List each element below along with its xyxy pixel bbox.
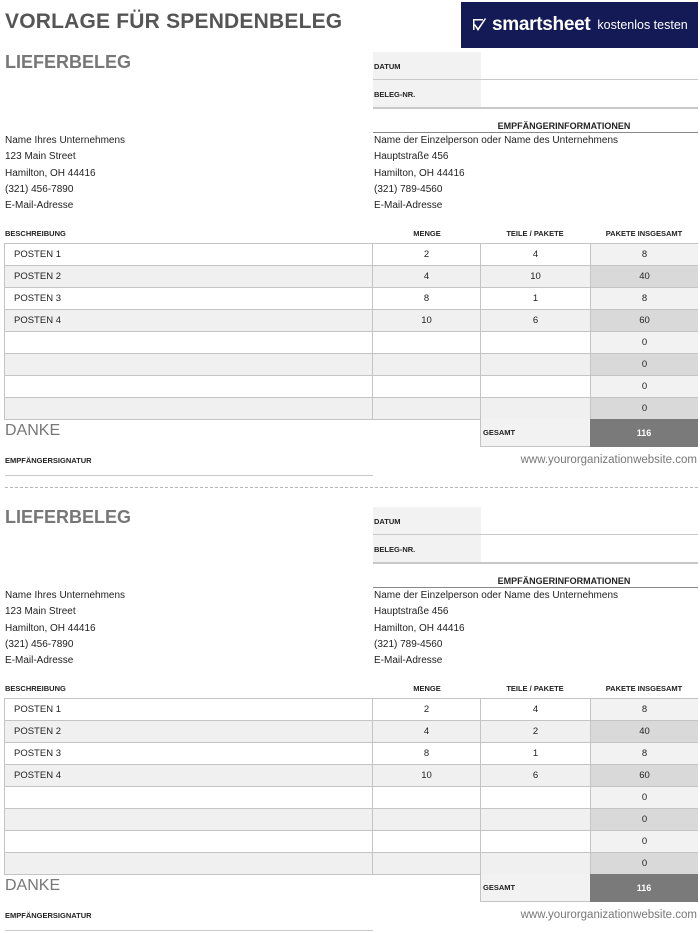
column-header-quantity: MENGE xyxy=(413,684,441,693)
table-row xyxy=(4,721,698,743)
divider-line xyxy=(373,562,698,564)
receipt-number-row xyxy=(373,535,698,563)
column-header-parts: TEILE / PAKETE xyxy=(506,684,564,693)
banner-cta[interactable]: kostenlos testen xyxy=(597,18,688,32)
receipt-number-label: BELEG-NR. xyxy=(373,80,481,108)
cell-description[interactable] xyxy=(5,376,373,397)
cell-quantity[interactable] xyxy=(373,853,481,874)
cell-quantity[interactable]: 10 xyxy=(373,765,481,786)
receipt-separator xyxy=(5,487,698,488)
recipient-info-heading: EMPFÄNGERINFORMATIONEN xyxy=(497,121,631,131)
sender-email: E-Mail-Adresse xyxy=(5,200,74,212)
table-row xyxy=(4,332,698,354)
cell-parts[interactable] xyxy=(481,354,591,375)
cell-description[interactable] xyxy=(5,398,373,419)
website-link[interactable]: www.yourorganizationwebsite.com xyxy=(520,909,697,921)
page-title: VORLAGE FÜR SPENDENBELEG xyxy=(5,10,343,33)
cell-parts[interactable] xyxy=(481,332,591,353)
items-table xyxy=(4,243,698,420)
date-field[interactable] xyxy=(481,507,698,535)
cell-quantity[interactable]: 2 xyxy=(373,244,481,265)
receipt-1 xyxy=(0,52,700,512)
receipt-title: LIEFERBELEG xyxy=(5,52,132,72)
cell-description[interactable]: POSTEN 4 xyxy=(5,310,373,331)
cell-quantity[interactable] xyxy=(373,332,481,353)
table-row xyxy=(4,288,698,310)
column-header-parts: TEILE / PAKETE xyxy=(506,229,564,238)
cell-description[interactable]: POSTEN 3 xyxy=(5,288,373,309)
sender-street: 123 Main Street xyxy=(5,606,76,618)
cell-total-packages: 8 xyxy=(591,244,698,265)
cell-total-packages: 60 xyxy=(591,310,698,331)
recipient-street: Hauptstraße 456 xyxy=(374,606,449,618)
cell-total-packages: 8 xyxy=(591,288,698,309)
smartsheet-banner[interactable] xyxy=(461,2,698,48)
cell-description[interactable]: POSTEN 2 xyxy=(5,721,373,742)
cell-quantity[interactable]: 4 xyxy=(373,721,481,742)
date-row xyxy=(373,507,698,535)
cell-parts[interactable]: 10 xyxy=(481,266,591,287)
table-row xyxy=(4,398,698,420)
table-row xyxy=(4,831,698,853)
receipt-title: LIEFERBELEG xyxy=(5,507,132,527)
cell-quantity[interactable]: 2 xyxy=(373,699,481,720)
cell-parts[interactable] xyxy=(481,809,591,830)
sender-city: Hamilton, OH 44416 xyxy=(5,167,96,179)
table-row xyxy=(4,376,698,398)
receipt-number-field[interactable] xyxy=(481,80,698,108)
table-row xyxy=(4,809,698,831)
table-row xyxy=(4,765,698,787)
cell-quantity[interactable] xyxy=(373,809,481,830)
cell-parts[interactable]: 4 xyxy=(481,244,591,265)
cell-parts[interactable]: 1 xyxy=(481,288,591,309)
thanks-text: DANKE xyxy=(5,877,61,894)
sender-info xyxy=(5,588,125,669)
sender-phone: (321) 456-7890 xyxy=(5,638,74,650)
cell-description[interactable]: POSTEN 4 xyxy=(5,765,373,786)
receipt-number-field[interactable] xyxy=(481,535,698,563)
cell-description[interactable]: POSTEN 2 xyxy=(5,266,373,287)
cell-parts[interactable]: 2 xyxy=(481,721,591,742)
cell-total-packages: 8 xyxy=(591,743,698,764)
cell-parts[interactable] xyxy=(481,831,591,852)
recipient-street: Hauptstraße 456 xyxy=(374,151,449,163)
total-label: GESAMT xyxy=(480,419,590,447)
sender-city: Hamilton, OH 44416 xyxy=(5,622,96,634)
cell-parts[interactable] xyxy=(481,376,591,397)
cell-total-packages: 0 xyxy=(591,787,698,808)
date-label: DATUM xyxy=(373,52,481,80)
thanks-text: DANKE xyxy=(5,422,61,439)
cell-parts[interactable]: 4 xyxy=(481,699,591,720)
cell-quantity[interactable]: 4 xyxy=(373,266,481,287)
smartsheet-logo-icon xyxy=(471,17,487,33)
table-row xyxy=(4,310,698,332)
table-row xyxy=(4,787,698,809)
cell-quantity[interactable] xyxy=(373,787,481,808)
signature-label: EMPFÄNGERSIGNATUR xyxy=(5,456,92,465)
cell-total-packages: 40 xyxy=(591,721,698,742)
date-label: DATUM xyxy=(373,507,481,535)
cell-parts[interactable]: 1 xyxy=(481,743,591,764)
recipient-name: Name der Einzelperson oder Name des Unternehmens xyxy=(374,590,619,601)
cell-total-packages: 0 xyxy=(591,332,698,353)
cell-total-packages: 0 xyxy=(591,398,698,419)
recipient-city: Hamilton, OH 44416 xyxy=(374,167,465,179)
table-row xyxy=(4,354,698,376)
items-table xyxy=(4,698,698,875)
table-row xyxy=(4,743,698,765)
cell-description[interactable] xyxy=(5,831,373,852)
recipient-phone: (321) 789-4560 xyxy=(374,638,443,650)
table-row xyxy=(4,244,698,266)
table-row xyxy=(4,266,698,288)
recipient-name: Name der Einzelperson oder Name des Unternehmens xyxy=(374,135,619,146)
recipient-info-heading: EMPFÄNGERINFORMATIONEN xyxy=(497,576,631,586)
cell-parts[interactable]: 6 xyxy=(481,310,591,331)
column-header-total-packages: PAKETE INSGESAMT xyxy=(605,229,683,238)
receipt-2 xyxy=(0,507,700,933)
signature-line[interactable] xyxy=(5,475,373,476)
cell-total-packages: 0 xyxy=(591,809,698,830)
sender-email: E-Mail-Adresse xyxy=(5,655,74,667)
cell-total-packages: 8 xyxy=(591,699,698,720)
sender-phone: (321) 456-7890 xyxy=(5,183,74,195)
signature-line[interactable] xyxy=(5,930,373,931)
cell-total-packages: 40 xyxy=(591,266,698,287)
column-header-description: BESCHREIBUNG xyxy=(5,229,66,238)
table-row xyxy=(4,853,698,875)
cell-quantity[interactable] xyxy=(373,398,481,419)
cell-parts[interactable]: 6 xyxy=(481,765,591,786)
receipt-number-label: BELEG-NR. xyxy=(373,535,481,563)
cell-parts[interactable] xyxy=(481,398,591,419)
cell-parts[interactable] xyxy=(481,787,591,808)
recipient-info xyxy=(374,133,618,214)
sender-name: Name Ihres Unternehmens xyxy=(5,135,126,146)
sender-street: 123 Main Street xyxy=(5,151,76,163)
cell-description[interactable] xyxy=(5,853,373,874)
cell-quantity[interactable] xyxy=(373,354,481,375)
sender-name: Name Ihres Unternehmens xyxy=(5,590,126,601)
table-row xyxy=(4,699,698,721)
cell-quantity[interactable] xyxy=(373,831,481,852)
column-header-total-packages: PAKETE INSGESAMT xyxy=(605,684,683,693)
cell-total-packages: 0 xyxy=(591,376,698,397)
cell-total-packages: 0 xyxy=(591,831,698,852)
cell-description[interactable] xyxy=(5,354,373,375)
cell-quantity[interactable]: 8 xyxy=(373,288,481,309)
signature-label: EMPFÄNGERSIGNATUR xyxy=(5,911,92,920)
receipt-number-row xyxy=(373,80,698,108)
cell-quantity[interactable]: 10 xyxy=(373,310,481,331)
website-link[interactable]: www.yourorganizationwebsite.com xyxy=(520,454,697,466)
cell-total-packages: 60 xyxy=(591,765,698,786)
column-header-quantity: MENGE xyxy=(413,229,441,238)
cell-description[interactable]: POSTEN 3 xyxy=(5,743,373,764)
recipient-city: Hamilton, OH 44416 xyxy=(374,622,465,634)
cell-total-packages: 0 xyxy=(591,853,698,874)
cell-parts[interactable] xyxy=(481,853,591,874)
cell-quantity[interactable]: 8 xyxy=(373,743,481,764)
total-value: 116 xyxy=(590,419,698,447)
recipient-email: E-Mail-Adresse xyxy=(374,655,443,667)
column-header-description: BESCHREIBUNG xyxy=(5,684,66,693)
date-field[interactable] xyxy=(481,52,698,80)
cell-description[interactable] xyxy=(5,787,373,808)
recipient-phone: (321) 789-4560 xyxy=(374,183,443,195)
cell-description[interactable]: POSTEN 1 xyxy=(5,244,373,265)
total-label: GESAMT xyxy=(480,874,590,902)
cell-quantity[interactable] xyxy=(373,376,481,397)
divider-line xyxy=(373,107,698,109)
banner-brand: smartsheet xyxy=(492,14,591,35)
sender-info xyxy=(5,133,125,214)
cell-description[interactable] xyxy=(5,332,373,353)
cell-description[interactable]: POSTEN 1 xyxy=(5,699,373,720)
recipient-info xyxy=(374,588,618,669)
cell-total-packages: 0 xyxy=(591,354,698,375)
cell-description[interactable] xyxy=(5,809,373,830)
total-value: 116 xyxy=(590,874,698,902)
recipient-email: E-Mail-Adresse xyxy=(374,200,443,212)
date-row xyxy=(373,52,698,80)
